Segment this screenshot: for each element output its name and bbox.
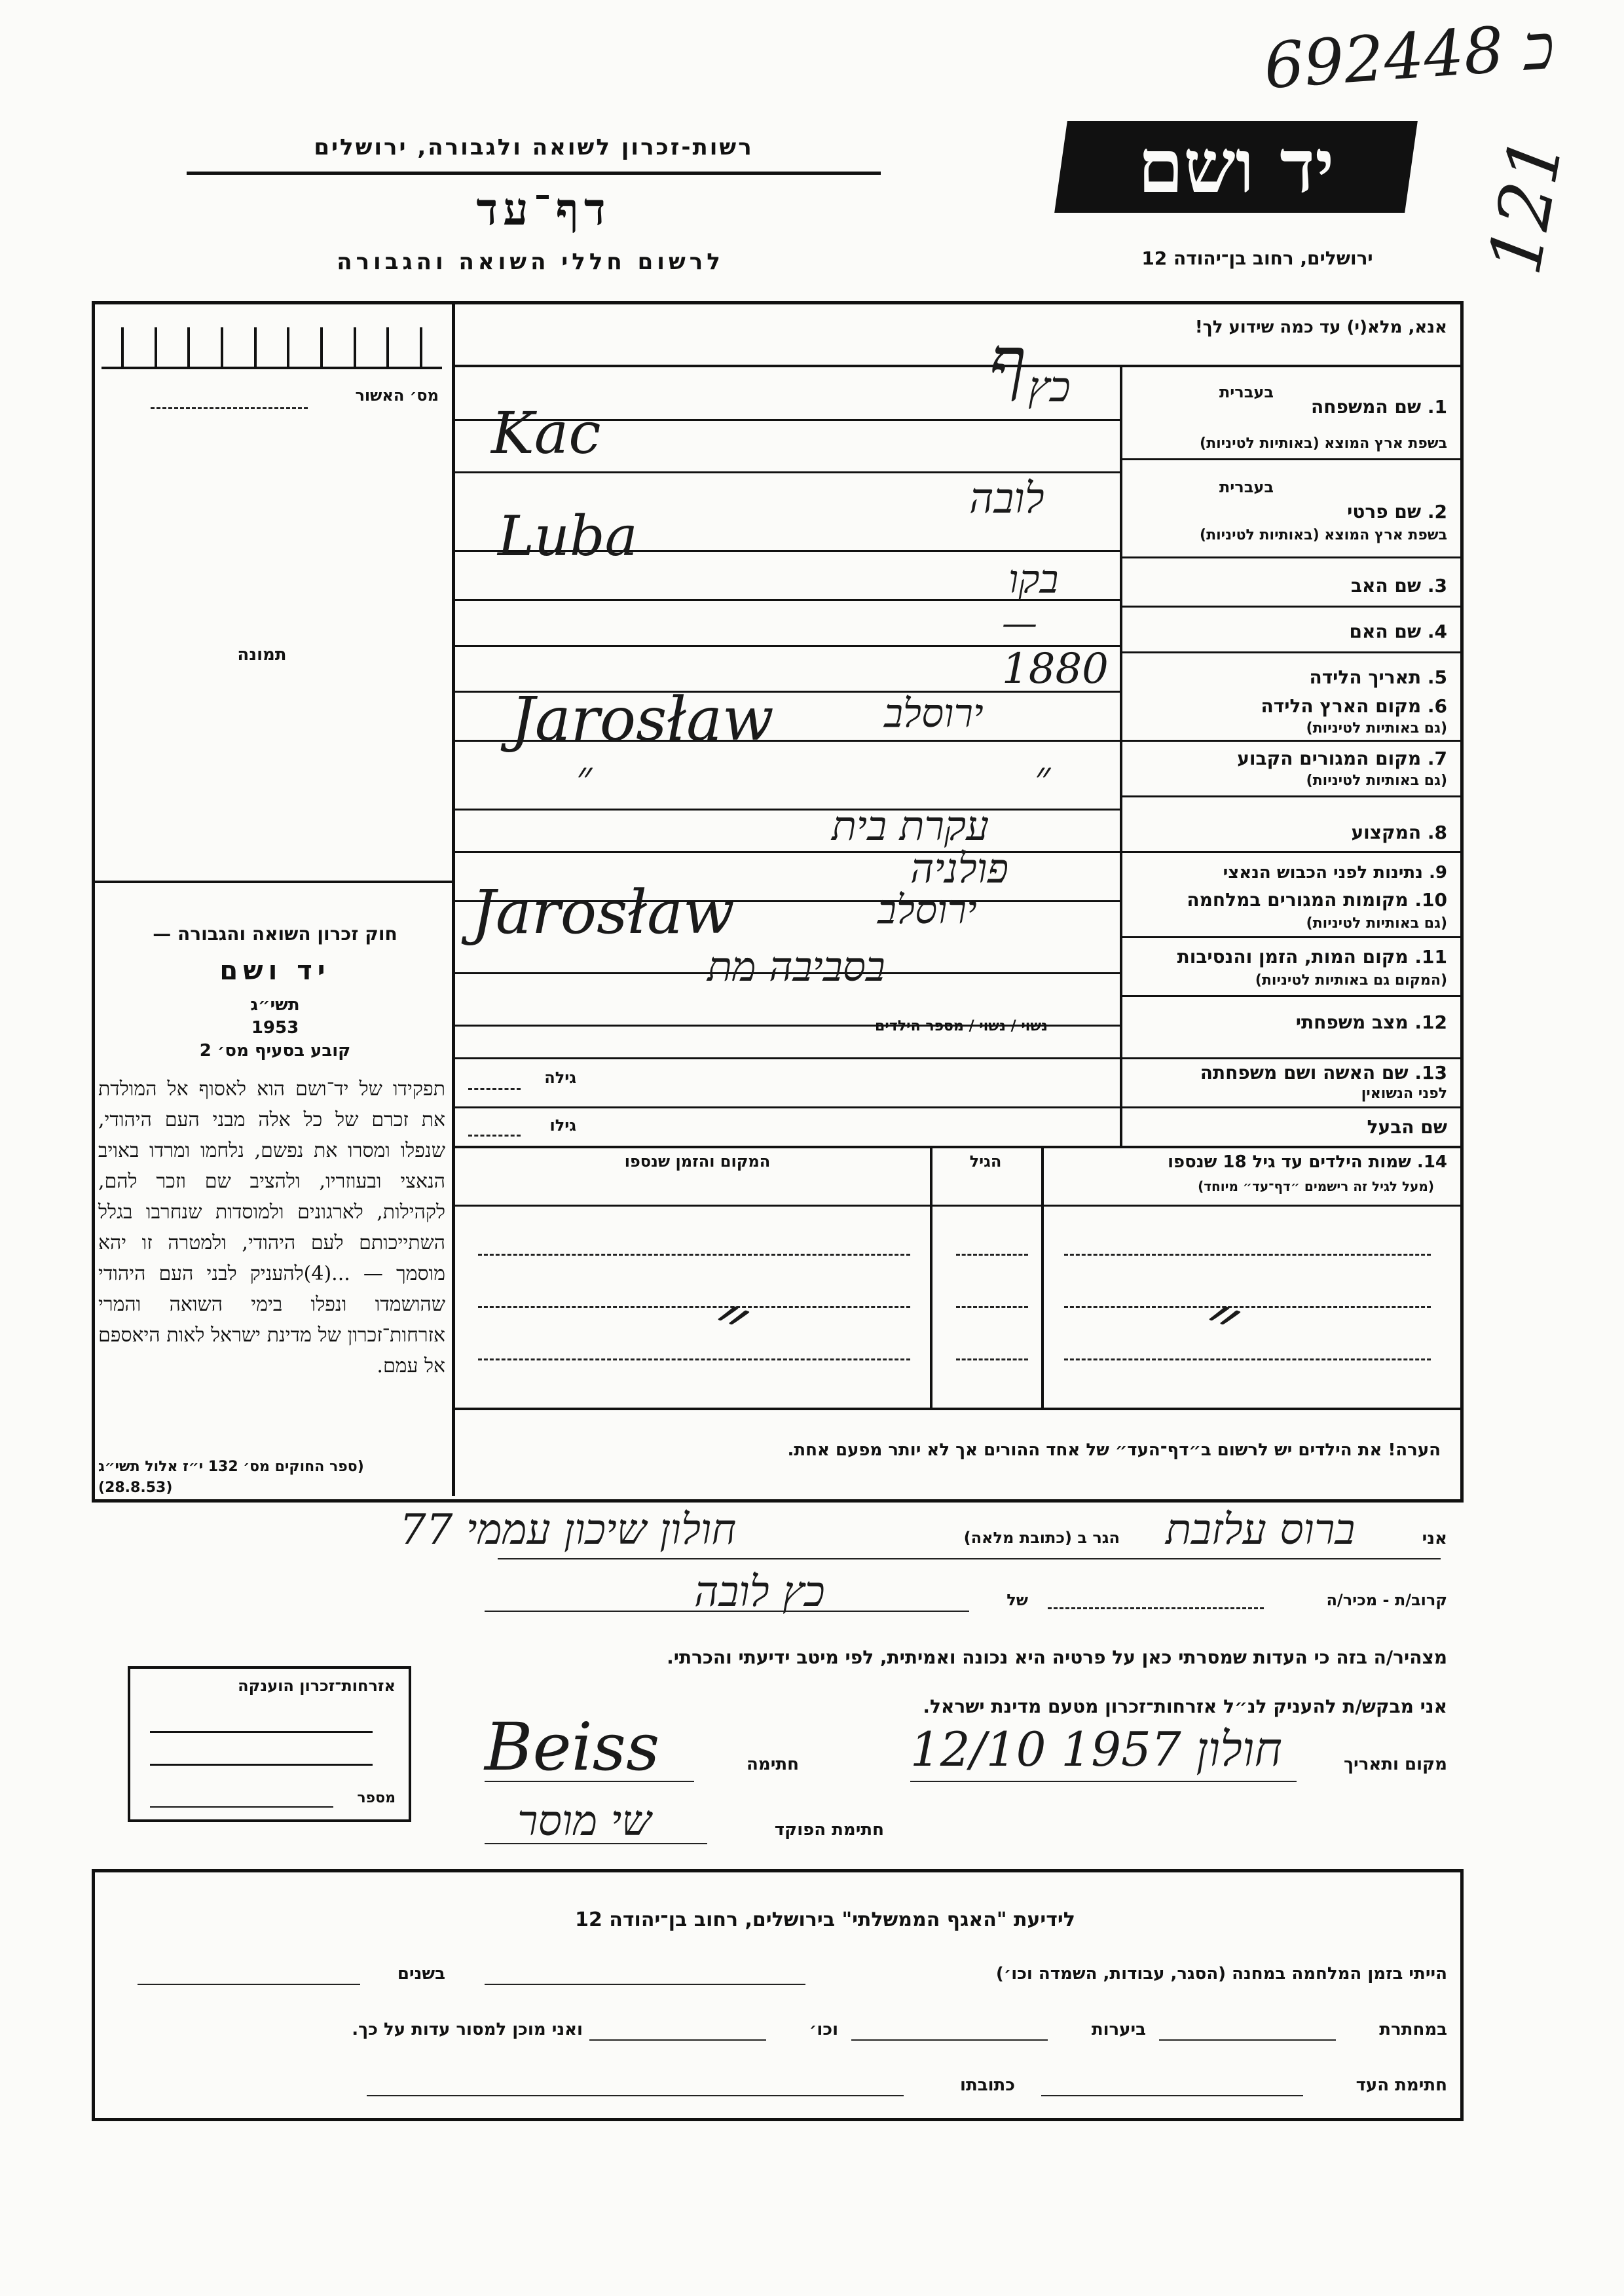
child-row[interactable] [1064, 1358, 1431, 1360]
label-row-line [1122, 795, 1460, 797]
residence-latin: ״ [576, 753, 593, 801]
relation-field[interactable] [1048, 1607, 1264, 1609]
death-place: בסביבה מת [707, 943, 885, 991]
witness-address-field[interactable] [367, 2095, 904, 2096]
stamp-title: אזרחות־זכרון הוענקה [238, 1677, 396, 1695]
law-section: קובע בסעיף מס׳ 2 [199, 1041, 351, 1061]
children-place-header: המקום והזמן שנספו [624, 1152, 771, 1171]
mother-name: — [1002, 602, 1037, 644]
forests-label: ביערות [1091, 2020, 1146, 2039]
statement: מצהיר/ה בזה כי העדות שמסרתי כאן על פרטיה היא נכונה ואמיתית, לפי מיטב ידיעתי והכרתי. [667, 1647, 1447, 1668]
testimony-offer: ואני מוכן למסור עדות על כך. [352, 2020, 583, 2039]
field-label: 7. מקום המגורים הקבוע [1237, 748, 1447, 769]
surname-hebrew: כץ [1028, 363, 1071, 412]
field-label: 5. תאריך הלידה [1309, 666, 1447, 688]
father-name: בקו [1008, 556, 1059, 602]
underground-label: במחתרת [1379, 2020, 1447, 2039]
authority-name: רשות-זכרון לשואה ולגבורה, ירושלים [314, 134, 754, 160]
witness-sig-field[interactable] [1041, 2095, 1303, 2096]
signature-label: חתימה [747, 1755, 799, 1774]
file-number: 692448 כ [1261, 9, 1557, 103]
children-header-line [455, 1205, 1460, 1207]
first-name-hebrew: לובה [969, 475, 1044, 523]
residence-hebrew: ״ [1035, 753, 1051, 801]
address: ירושלים, רחוב בן־יהודה 12 [1141, 247, 1373, 269]
field-label: 9. נתינות לפני הכבוש הנאצי [1223, 863, 1447, 883]
husband-age-label: גילו [549, 1116, 576, 1135]
child-place[interactable] [478, 1254, 910, 1256]
child-age[interactable] [956, 1254, 1028, 1256]
place-date-value: חולון 1957 12/10 [910, 1722, 1282, 1777]
child-age[interactable] [956, 1358, 1028, 1360]
footer-line1: הייתי בזמן המלחמה במחנה (הסגר, עבודות, השמדה וכו׳) [995, 1964, 1447, 1984]
label-row-line [1122, 651, 1460, 653]
field-label: 1. שם המשפחה [1311, 396, 1447, 418]
wife-age-label: גילה [544, 1068, 576, 1087]
margin-note: 121 [1472, 130, 1579, 281]
husband-age-field[interactable] [468, 1135, 521, 1137]
label-row-line [1122, 995, 1460, 997]
birthplace-latin: Jarosław [511, 684, 774, 754]
child-row[interactable] [1064, 1306, 1431, 1308]
children-label: 14. שמות הילדים עד גיל 18 שנספו [1168, 1152, 1447, 1172]
place-date-line[interactable] [910, 1781, 1297, 1782]
child-age[interactable] [956, 1306, 1028, 1308]
field-sub: (גם באותיות לטיניות) [1306, 915, 1447, 932]
wartime-residence-latin: Jarosław [471, 877, 735, 947]
witness-signature: Beiss [485, 1709, 660, 1785]
field-label: 6. מקום הארץ הלידה [1261, 695, 1447, 717]
camp-field[interactable] [485, 1984, 805, 1985]
logo-text: יד ושם [1137, 124, 1335, 210]
law-year: 1953 [251, 1018, 299, 1038]
wife-age-field[interactable] [468, 1088, 521, 1090]
stamp-number-label: מספר [357, 1790, 396, 1806]
witness-address: חולון שיכון עממי 77 [399, 1506, 737, 1554]
yad-vashem-logo [1054, 121, 1418, 213]
place-date-label: מקום ותאריך [1344, 1755, 1447, 1774]
witness-sig-label: חתימת העד [1356, 2075, 1447, 2095]
authority-underline [187, 172, 881, 175]
approval-boxes [101, 327, 442, 369]
footer-box [92, 1869, 1464, 2121]
citizenship-stamp-box [128, 1666, 411, 1822]
field-label: 4. שם האם [1349, 621, 1447, 642]
left-column-divider [452, 301, 455, 1496]
law-year-heb: תשי״ג [250, 995, 300, 1015]
children-place-ditto: ״ [699, 1274, 758, 1370]
nationality: פולניה [910, 845, 1009, 892]
photo-divider [92, 881, 455, 883]
approval-field[interactable] [151, 407, 308, 409]
field-sub: (המקום גם באותיות לטיניות) [1255, 972, 1447, 989]
child-row[interactable] [1064, 1254, 1431, 1256]
officer-signature: שי מוסר [517, 1797, 652, 1846]
years-label: בשנים [397, 1964, 445, 1984]
field-label: 2. שם פרטי [1347, 501, 1447, 522]
years-field[interactable] [138, 1984, 360, 1985]
label-row-line [1122, 556, 1460, 558]
i-label: אני [1422, 1529, 1447, 1548]
occupation: עקרת בית [832, 802, 989, 850]
in-hebrew-label: בעברית [1219, 478, 1274, 496]
label-row-line [1122, 851, 1460, 853]
victim-name: כץ לובה [694, 1568, 825, 1616]
field-label: 13. שם האשה ושם משפחתה [1200, 1062, 1447, 1084]
field-label: 3. שם האב [1350, 575, 1447, 596]
instruction-line [455, 365, 1460, 367]
law-name: יד ושם [219, 956, 331, 986]
label-row-line [1122, 458, 1460, 460]
address-line[interactable] [498, 1558, 1441, 1559]
of-label: של [1006, 1591, 1028, 1609]
footer-title: לידיעת "האגף הממשלתי" בירושלים, רחוב בן־יהודה 12 [575, 1908, 1075, 1931]
children-sub: (מעל לגיל זה רישמים ״דף־עד״ מיוחד) [1198, 1178, 1434, 1194]
surname-latin: Kac [491, 399, 601, 467]
form-subtitle: לרשום חללי השואה והגבורה [337, 249, 724, 275]
law-text: תפקידו של יד־ושם הוא לאסוף אל המולדת את זכרם של כל אלה מבני העם היהודי, שנפלו ומסרו את נפשם, נלחמו ומרדו באויב הנאצי ובעוזריו, ולהציב שם וזכר להם, לקהילות, לארגונים ולמוסדות שנחרבו בגלל השתייכותם לעם היהודי, ולמטרה זו יהא מוסמך — ...(4)להעניק לבני העם היהודי שהושמדו ונפלו בימי השואה והמרי אזרחות־זכרון של מדינת ישראל לאות היאספם אל עמם. [98, 1078, 446, 1377]
children-bottom-line [455, 1408, 1460, 1410]
label-row-line [1122, 936, 1460, 938]
child-place[interactable] [478, 1306, 910, 1308]
row-line [455, 1146, 1460, 1148]
photo-label: תמונה [237, 645, 287, 665]
first-name-latin: Luba [498, 504, 638, 568]
children-ditto: ״ [1190, 1274, 1249, 1370]
field-label: 10. מקומות המגורים במלחמה [1187, 889, 1447, 911]
gazette-reference: (ספר החוקים מס׳ 132 י״ז אלול תשי״ג (28.8.53) [98, 1459, 364, 1496]
law-title: חוק זכרון השואה והגבורה — [153, 923, 397, 945]
handwritten-mark: ף [989, 321, 1026, 405]
forests-field[interactable] [851, 2039, 1048, 2041]
stamp-line [150, 1731, 373, 1733]
children-age-header: הגיל [969, 1152, 1002, 1171]
children-col-divider [930, 1146, 932, 1408]
birth-date: 1880 [1002, 645, 1109, 693]
field-sub: לפני הנשואין [1361, 1085, 1447, 1102]
form-title: דף־עד [476, 183, 611, 236]
wartime-residence-hebrew: ירוסלב [877, 887, 977, 933]
field-sub: (גם באותיות לטיניות) [1306, 773, 1447, 789]
field-label: 8. המקצוע [1351, 822, 1447, 843]
field-sub: בשפת ארץ המוצא (באותיות לטיניות) [1200, 435, 1447, 452]
label-row-line [1122, 606, 1460, 608]
row-line [455, 471, 1120, 473]
field-sub: (גם באותיות לטיניות) [1306, 720, 1447, 737]
instruction: אנא, מלא(י) עד כמה שידוע לך! [1194, 318, 1447, 337]
row-line [455, 851, 1120, 853]
label-row-line [1122, 740, 1460, 742]
witness-name: ברוס עלזבת [1166, 1506, 1356, 1554]
etc-label: וכו׳ [809, 2020, 838, 2039]
children-note: הערה! את הילדים יש לרשום ב״דף־העד״ של אחד ההורים אך לא יותר מפעם אחת. [787, 1440, 1441, 1460]
stamp-number-line [150, 1806, 333, 1808]
label-divider [1120, 367, 1122, 1146]
field-label: שם הבעל [1367, 1116, 1447, 1138]
row-line [455, 1106, 1460, 1108]
approval-label: מס׳ האשור [355, 386, 439, 405]
birthplace-hebrew: ירוסלב [884, 691, 984, 737]
officer-label: חתימת הפוקד [774, 1820, 884, 1840]
officer-line[interactable] [485, 1843, 707, 1844]
children-col-divider [1041, 1146, 1044, 1408]
field-sub: בשפת ארץ המוצא (באותיות לטיניות) [1200, 527, 1447, 543]
in-hebrew-label: בעברית [1219, 383, 1274, 401]
field-label: 11. מקום המות, הזמן והנסיבות [1177, 946, 1447, 968]
field-label: 12. מצב משפחתי [1295, 1011, 1447, 1033]
signature-line[interactable] [485, 1781, 694, 1782]
relation-label: קרוב/ת - מכיר/ה [1326, 1591, 1447, 1609]
witness-address-label: כתובתו [960, 2075, 1015, 2095]
marital-status-options: נשוי / נשוי / מספר הילדים [875, 1018, 1048, 1034]
request: אני מבקש/ת להעניק לנ״ל אזרחות־זכרון מטעם מדינת ישראל. [923, 1696, 1447, 1717]
row-line [455, 809, 1120, 811]
child-place[interactable] [478, 1358, 910, 1360]
stamp-line [150, 1764, 373, 1766]
of-line[interactable] [485, 1611, 969, 1612]
residing-label: הגר ב (כתובת מלאה) [963, 1529, 1120, 1547]
row-line [455, 1057, 1460, 1059]
etc-field[interactable] [589, 2039, 766, 2041]
underground-field[interactable] [1159, 2039, 1336, 2041]
